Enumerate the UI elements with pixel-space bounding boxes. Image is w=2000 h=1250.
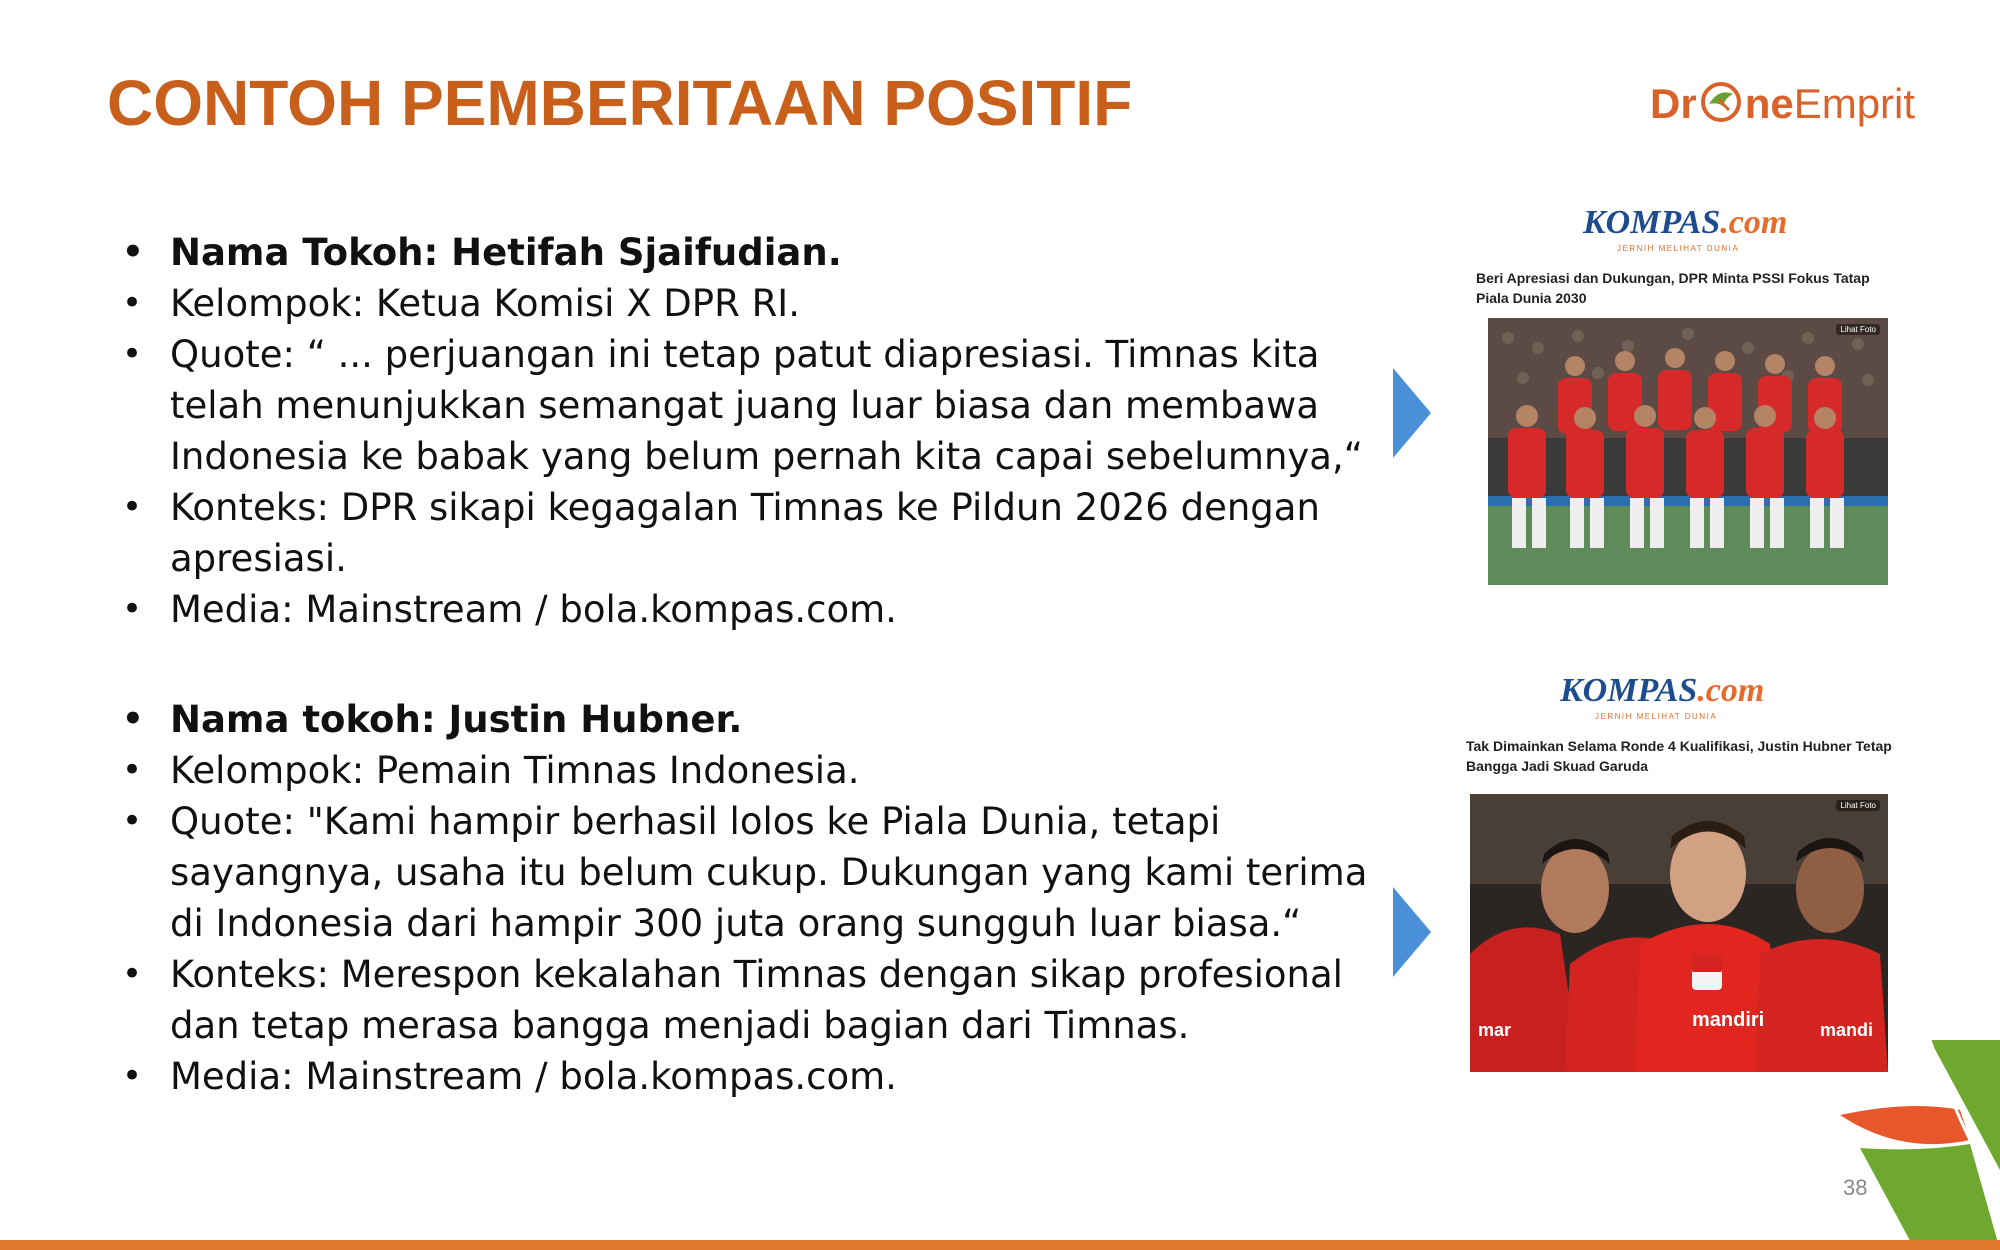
bullet-item: • Nama tokoh: Justin Hubner. bbox=[122, 694, 1372, 745]
arrow-right-icon bbox=[1393, 887, 1431, 977]
bullet-item: • Konteks: DPR sikapi kegagalan Timnas ke Pildun 2026 dengan apresiasi. bbox=[122, 482, 1372, 584]
kompas-logo: KOMPAS.com bbox=[1560, 672, 1765, 709]
lihat-foto-badge[interactable]: Lihat Foto bbox=[1836, 800, 1880, 811]
svg-text:mar: mar bbox=[1478, 1020, 1512, 1040]
news-headline[interactable]: Tak Dimainkan Selama Ronde 4 Kualifikasi, Justin Hubner Tetap Bangga Jadi Skuad Garuda bbox=[1466, 738, 1892, 774]
kompas-tagline: JERNIH MELIHAT DUNIA bbox=[1617, 244, 1740, 253]
team-photo[interactable] bbox=[1488, 318, 1888, 585]
drone-emprit-logo bbox=[1650, 70, 1915, 145]
bullet-item: • Kelompok: Pemain Timnas Indonesia. bbox=[122, 745, 1372, 796]
bullet-list-hubner bbox=[122, 694, 1372, 1102]
news-headline[interactable]: Beri Apresiasi dan Dukungan, DPR Minta PSSI Fokus Tatap Piala Dunia 2030 bbox=[1476, 270, 1870, 306]
bullet-item: • Nama Tokoh: Hetifah Sjaifudian. bbox=[122, 227, 1372, 278]
bird-logo-icon bbox=[1699, 80, 1743, 124]
player-photo[interactable] bbox=[1470, 794, 1888, 1072]
bullet-list-hetifah bbox=[122, 227, 1372, 635]
logo-text-part: Dr bbox=[1650, 80, 1697, 127]
bullet-item: • Quote: “ ... perjuangan ini tetap patut diapresiasi. Timnas kita telah menunjukkan semangat juang luar biasa dan membawa Indonesia ke babak yang belum pernah kita capai sebelumnya,“ bbox=[122, 329, 1372, 482]
bullet-item: • Quote: "Kami hampir berhasil lolos ke Piala Dunia, tetapi sayangnya, usaha itu belum cukup. Dukungan yang kami terima di Indonesia dari hampir 300 juta orang sungguh luar biasa.“ bbox=[122, 796, 1372, 949]
slide-title: CONTOH PEMBERITAAN POSITIF bbox=[107, 67, 1133, 139]
lihat-foto-badge[interactable]: Lihat Foto bbox=[1836, 324, 1880, 335]
news-card-2[interactable] bbox=[1460, 668, 1910, 1078]
logo-text-part: Emprit bbox=[1793, 80, 1916, 127]
decorative-leaf-graphic bbox=[1820, 1040, 2000, 1250]
bullet-item: • Media: Mainstream / bola.kompas.com. bbox=[122, 1051, 1372, 1102]
page-number: 38 bbox=[1843, 1175, 1868, 1200]
bottom-accent-bar bbox=[0, 1240, 2000, 1250]
logo-text-part: ne bbox=[1744, 80, 1794, 127]
bullet-item: • Konteks: Merespon kekalahan Timnas dengan sikap profesional dan tetap merasa bangga menjadi bagian dari Timnas. bbox=[122, 949, 1372, 1051]
bullet-item: • Media: Mainstream / bola.kompas.com. bbox=[122, 584, 1372, 635]
kompas-logo: KOMPAS.com bbox=[1583, 204, 1788, 241]
bullet-item: • Kelompok: Ketua Komisi X DPR RI. bbox=[122, 278, 1372, 329]
svg-text:mandi: mandi bbox=[1820, 1020, 1874, 1040]
arrow-right-icon bbox=[1393, 368, 1431, 458]
kompas-tagline: JERNIH MELIHAT DUNIA bbox=[1595, 712, 1718, 721]
svg-text:mandiri: mandiri bbox=[1692, 1009, 1765, 1031]
news-card-1[interactable] bbox=[1460, 200, 1910, 595]
